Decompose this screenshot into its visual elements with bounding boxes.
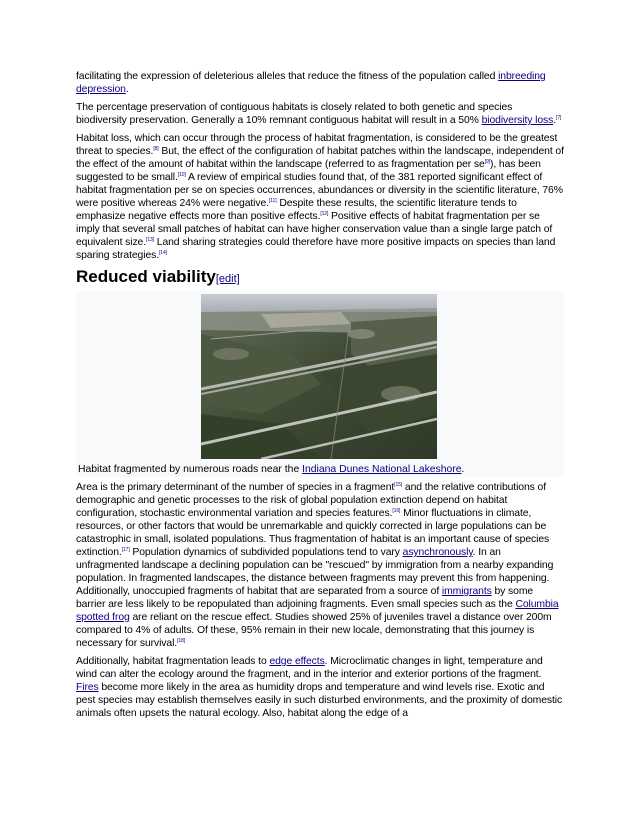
link-columbia-spotted-frog[interactable]: Columbia spotted frog: [76, 599, 559, 623]
reference-8[interactable]: [8]: [153, 146, 159, 152]
link-indiana-dunes[interactable]: Indiana Dunes National Lakeshore: [302, 464, 462, 475]
reference-10[interactable]: [10]: [177, 172, 186, 178]
paragraph-4: Area is the primary determinant of the number of species in a fragment[15] and the relative contributions of demographic and genetic processes to the risk of global population extinction depend on habitat configuration, stochastic environmental variation and species features.[16] Minor fluctuations in climate, resources, or other factors that would be unremarkable and quickly corrected in large populations can be catastrophic in small, isolated populations. Thus fragmentation of habitat is an important cause of species extinction.[17] Population dynamics of subdivided populations tend to vary asynchronously. In an unfragmented landscape a declining population can be "rescued" by immigration from a nearby expanding population. In fragmented landscapes, the distance between fragments may prevent this from happening. Additionally, unoccupied fragments of habitat that are separated from a source of immigrants by some barrier are less likely to be repopulated than adjoining fragments. Even small species such as the Columbia spotted frog are reliant on the rescue effect. Studies showed 25% of juveniles travel a distance over 200m compared to 4% of adults. Of these, 95% remain in their new locale, demonstrating that this journey is necessary for survival.[18]: [76, 482, 559, 649]
figure-caption: Habitat fragmented by numerous roads near the Indiana Dunes National Lakeshore.: [78, 464, 465, 475]
link-edge-effects[interactable]: edge effects: [269, 656, 325, 667]
link-biodiversity-loss[interactable]: biodiversity loss: [481, 115, 554, 126]
aerial-photo: [201, 294, 437, 459]
reference-18[interactable]: [18]: [177, 638, 186, 644]
paragraph-2: The percentage preservation of contiguous habitats is closely related to both genetic and species biodiversity preservation. Generally a 10% remnant contiguous habitat will result in a 50% biodiversity loss.[7]: [76, 102, 562, 126]
figure: [76, 291, 564, 477]
paragraph-3: Habitat loss, which can occur through the process of habitat fragmentation, is considered to be the greatest threat to species.[8] But, the effect of the configuration of habitat patches within the landscape, independent of the effect of the amount of habitat within the landscape (referred to as fragmentation per se[9]), has been suggested to be small.[10] A review of empirical studies found that, of the 381 reported significant effect of habitat fragmentation per se on species occurrences, abundances or diversity in the scientific literature, 76% were positive whereas 24% were negative.[11] Despite these results, the scientific literature tends to emphasize negative effects more than positive effects.[12] Positive effects of habitat fragmentation per se imply that several small patches of habitat can have higher conservation value than a single large patch of equivalent size.[13] Land sharing strategies could therefore have more positive impacts on species than land sparing strategies.[14]: [76, 133, 564, 261]
link-fires[interactable]: Fires: [76, 682, 99, 693]
reference-12[interactable]: [12]: [320, 211, 329, 217]
reference-15[interactable]: [15]: [394, 482, 403, 488]
reference-11[interactable]: [11]: [268, 198, 277, 204]
reference-9[interactable]: [9]: [484, 159, 490, 165]
reference-7[interactable]: [7]: [556, 115, 562, 121]
paragraph-5: Additionally, habitat fragmentation leads to edge effects. Microclimatic changes in light, temperature and wind can alter the ecology around the fragment, and in the interior and exterior portions of the fragment. Fires become more likely in the area as humidity drops and temperature and wind levels rise. Exotic and pest species may establish themselves easily in such disturbed environments, and the proximity of domestic animals often upsets the natural ecology. Also, habitat along the edge of a: [76, 656, 563, 719]
reference-13[interactable]: [13]: [146, 237, 154, 243]
section-heading: [76, 267, 564, 289]
section-title: Reduced viability: [76, 267, 216, 286]
article-body: [76, 70, 564, 725]
link-inbreeding-depression[interactable]: inbreeding depression: [76, 71, 546, 95]
link-immigrants[interactable]: immigrants: [441, 586, 492, 597]
reference-16[interactable]: [16]: [392, 508, 401, 514]
edit-link[interactable]: [edit]: [215, 273, 240, 285]
reference-17[interactable]: [17]: [121, 547, 130, 553]
paragraph-1: facilitating the expression of deleterious alleles that reduce the fitness of the population called inbreeding depression.: [76, 71, 546, 95]
link-asynchronously[interactable]: asynchronously: [402, 547, 473, 558]
reference-14[interactable]: [14]: [159, 250, 167, 256]
